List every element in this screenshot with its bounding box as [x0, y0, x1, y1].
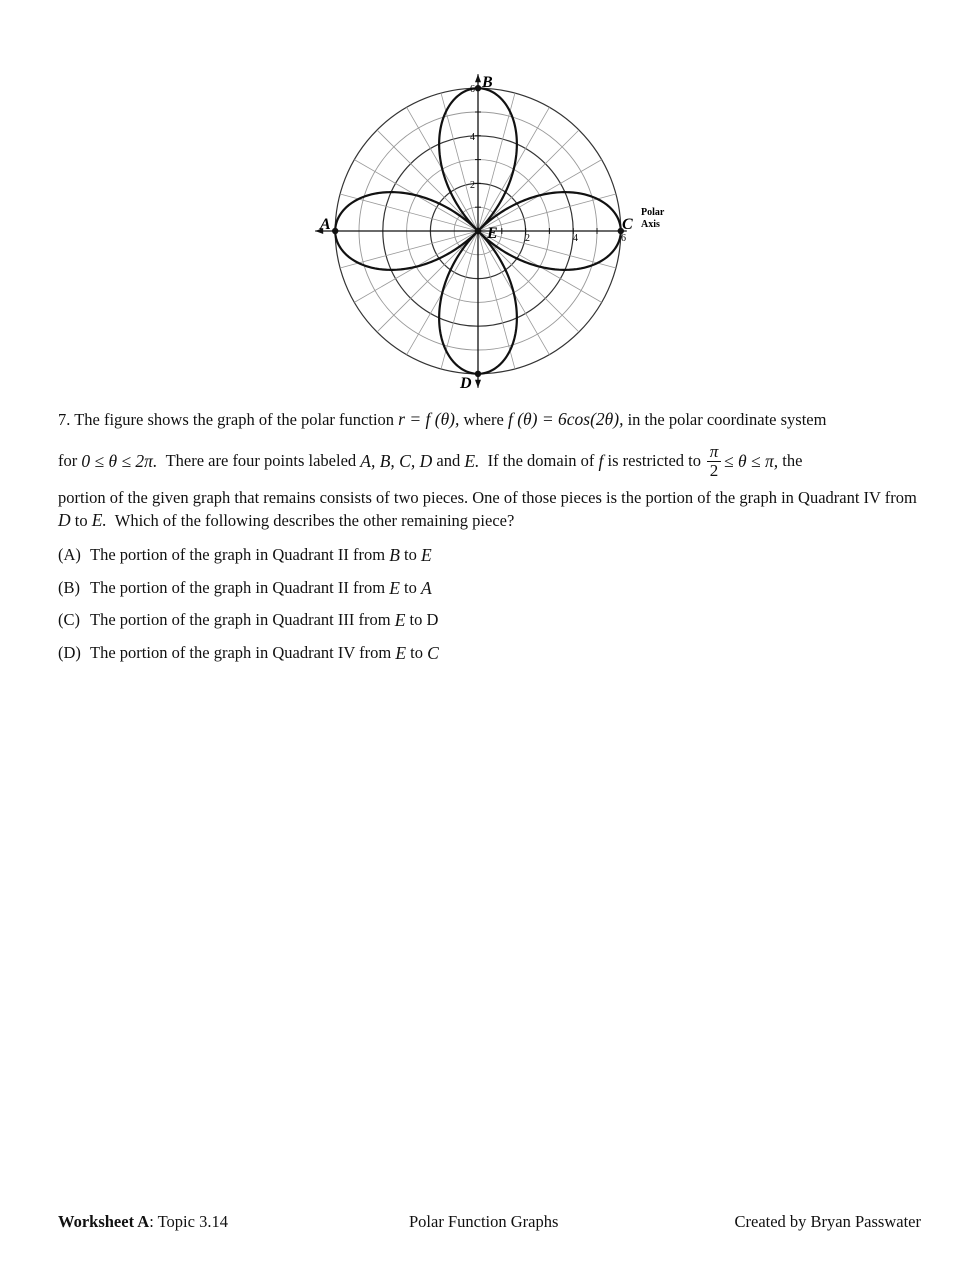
point-D: [475, 371, 481, 377]
for-word: for: [58, 451, 78, 470]
choice-from: E: [394, 610, 406, 630]
points-list: A, B, C, D: [360, 451, 433, 471]
footer-center: Polar Function Graphs: [409, 1212, 559, 1231]
point-label-A: A: [320, 216, 331, 233]
restricted-text: is restricted to: [607, 451, 702, 470]
choice-a[interactable]: [58, 544, 923, 577]
r-tick-6-y: 6: [470, 84, 475, 95]
polar-axis-label-1: Polar: [641, 207, 665, 218]
polar-axis-label-2: Axis: [641, 219, 660, 230]
pi-over-2-fraction: [707, 443, 721, 480]
choice-to: E: [421, 545, 432, 565]
rest-point-e: E.: [91, 510, 107, 530]
arrow-down: [475, 380, 481, 388]
fraction-numerator: π: [709, 441, 719, 461]
choice-to: A: [421, 577, 432, 598]
question-line-1-tail: in the polar coordinate system: [627, 410, 827, 429]
the-word: the: [782, 451, 803, 470]
fraction-denominator: 2: [709, 460, 719, 480]
choice-text: The portion of the graph in Quadrant III from: [90, 610, 391, 629]
r-tick-4-y: 4: [470, 132, 475, 143]
choice-text: The portion of the graph in Quadrant II from: [90, 545, 386, 564]
footer-left: [58, 1212, 228, 1232]
choice-d[interactable]: [58, 642, 923, 675]
question-number: 7.: [58, 410, 71, 429]
choice-letter: (A): [58, 545, 81, 564]
point-E: [475, 228, 481, 234]
polar-axes: [315, 74, 627, 388]
rest-point-d: D: [58, 510, 71, 530]
choice-from: E: [395, 642, 407, 663]
choice-to-word: to: [404, 577, 417, 597]
question-line-3: [58, 487, 923, 532]
choice-to: D: [426, 610, 439, 629]
footer-right: Created by Bryan Passwater: [734, 1212, 921, 1231]
footer-worksheet: Worksheet A: [58, 1212, 150, 1231]
graph-labels: [319, 74, 665, 392]
restricted-domain: ≤ θ ≤ π,: [724, 451, 779, 471]
full-domain: 0 ≤ θ ≤ 2π.: [81, 451, 158, 471]
r-tick-2-y: 2: [470, 180, 475, 191]
point-A: [332, 228, 338, 234]
r-tick-2-x: 2: [525, 233, 530, 244]
choice-text: The portion of the graph in Quadrant IV from: [90, 642, 392, 662]
r-equation: r = f (θ),: [398, 409, 460, 429]
question-7: [58, 408, 923, 674]
choice-letter: (C): [58, 610, 80, 629]
point-label-E: E: [487, 225, 498, 242]
point-label-D: D: [460, 375, 472, 392]
r-tick-4-x: 4: [573, 233, 578, 244]
choice-b[interactable]: [58, 577, 923, 610]
grid-ray: [377, 130, 478, 231]
if-domain-text: If the domain of: [487, 451, 595, 470]
r-tick-6-x: 6: [621, 233, 626, 244]
point-e-text: E.: [464, 451, 480, 471]
question-intro: The figure shows the graph of the polar function: [74, 410, 395, 429]
f-symbol: f: [598, 451, 604, 471]
point-B: [475, 85, 481, 91]
question-line-2: [58, 439, 923, 483]
grid-ray: [478, 130, 579, 231]
where-word: where: [463, 410, 504, 429]
point-label-B: B: [482, 74, 493, 91]
choice-c[interactable]: [58, 609, 923, 642]
choice-to-word: to: [404, 545, 417, 564]
rest-to-word: to: [74, 511, 88, 530]
polar-graph-figure: [300, 62, 680, 398]
footer-topic: : Topic 3.14: [149, 1212, 228, 1231]
choice-letter: (B): [58, 577, 80, 597]
choice-from: B: [389, 545, 400, 565]
grid-ray: [377, 231, 478, 332]
f-definition: f (θ) = 6cos(2θ),: [507, 409, 624, 429]
arrow-up: [475, 74, 481, 82]
choice-text: The portion of the graph in Quadrant II from: [90, 577, 386, 597]
choice-to: C: [427, 642, 439, 663]
question-rest-2: Which of the following describes the other remaining piece?: [114, 511, 515, 530]
question-rest-1: portion of the given graph that remains consists of two pieces. One of those pieces is the portion of the graph in Quadrant IV from: [58, 488, 917, 507]
grid-ray: [478, 231, 579, 332]
choice-to-word: to: [409, 610, 423, 629]
point-label-C: C: [622, 216, 633, 233]
choice-to-word: to: [410, 642, 423, 662]
page-footer: [58, 1212, 921, 1232]
choice-from: E: [389, 577, 400, 598]
polar-graph: [300, 62, 680, 398]
question-line-1: [58, 408, 923, 431]
answer-choices: [58, 544, 923, 674]
choice-letter: (D): [58, 642, 81, 662]
and-word: and: [436, 451, 461, 470]
labeled-text: There are four points labeled: [165, 451, 357, 470]
